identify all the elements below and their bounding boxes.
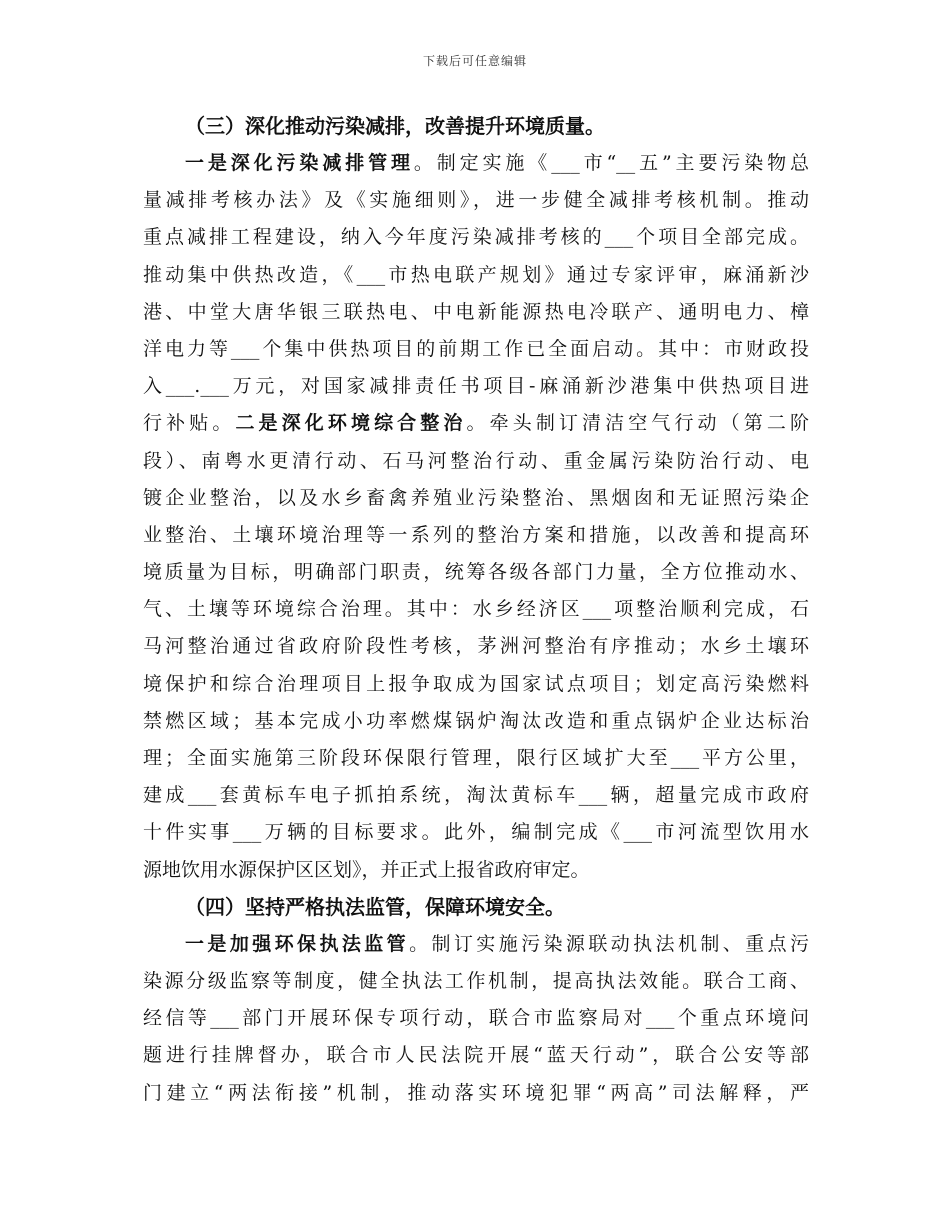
line-text: 行补贴。 <box>143 412 236 435</box>
paragraph-line: 入___.___万元，对国家减排责任书项目-麻涌新沙港集中供热项目进 <box>143 375 809 398</box>
lead-phrase: 一是深化污染减排管理 <box>185 152 414 174</box>
line-text: 。牵头制订清洁空气行动（第二阶 <box>466 412 809 435</box>
paragraph-line: 量减排考核办法》及《实施细则》，进一步健全减排考核机制。推动 <box>143 189 809 212</box>
paragraph-line: 推动集中供热改造，《___市热电联产规划》通过专家评审，麻涌新沙 <box>143 263 809 286</box>
section-heading-3: （三）深化推动污染减排，改善提升环境质量。 <box>185 114 605 138</box>
section-heading-4: （四）坚持严格执法监管，保障环境安全。 <box>185 894 565 919</box>
paragraph-line: 建成___套黄标车电子抓拍系统，淘汰黄标车___辆，超量完成市政府 <box>143 784 809 807</box>
lead-phrase: 一是加强环保执法监管 <box>185 932 410 955</box>
paragraph-line: 禁燃区域；基本完成小功率燃煤锅炉淘汰改造和重点锅炉企业达标治 <box>143 709 809 732</box>
paragraph-line: 门建立“两法衔接”机制，推动落实环境犯罪“两高”司法解释，严 <box>143 1081 809 1104</box>
page-header: 下载后可任意编辑 <box>422 54 527 68</box>
paragraph-line: 题进行挂牌督办，联合市人民法院开展“蓝天行动”，联合公安等部 <box>143 1044 809 1067</box>
paragraph-line <box>143 926 809 963</box>
section-4-paragraph <box>143 926 809 1112</box>
paragraph-line: 马河整治通过省政府阶段性考核，茅洲河整治有序推动；水乡土壤环 <box>143 635 809 658</box>
paragraph-line: 经信等___部门开展环保专项行动，联合市监察局对___个重点环境问 <box>143 1007 809 1030</box>
paragraph-line: 重点减排工程建设，纳入今年度污染减排考核的___个项目全部完成。 <box>143 226 809 249</box>
paragraph-line: 境质量为目标，明确部门职责，统筹各级各部门力量，全方位推动水、 <box>143 561 809 584</box>
paragraph-line <box>143 145 809 182</box>
line-text: 。制定实施《___市“__五”主要污染物总 <box>413 152 809 174</box>
paragraph-line: 染源分级监察等制度，健全执法工作机制，提高执法效能。联合工商、 <box>143 969 809 992</box>
paragraph-line: 洋电力等___个集中供热项目的前期工作已全面启动。其中：市财政投 <box>143 337 809 360</box>
paragraph-line: 十件实事___万辆的目标要求。此外，编制完成《___市河流型饮用水 <box>143 821 809 844</box>
paragraph-line: 境保护和综合治理项目上报争取成为国家试点项目；划定高污染燃料 <box>143 672 809 695</box>
paragraph-line: 镀企业整治，以及水乡畜禽养殖业污染整治、黑烟囱和无证照污染企 <box>143 486 809 509</box>
paragraph-line: 理；全面实施第三阶段环保限行管理，限行区域扩大至___平方公里， <box>143 747 809 769</box>
paragraph-line: 段）、南粤水更清行动、石马河整治行动、重金属污染防治行动、电 <box>143 449 809 472</box>
paragraph-line: 源地饮用水源保护区区划》，并正式上报省政府审定。 <box>143 858 590 881</box>
document-body <box>143 108 809 1112</box>
paragraph-line <box>143 405 809 442</box>
paragraph-line: 气、土壤等环境综合治理。其中：水乡经济区___项整治顺利完成，石 <box>143 598 809 621</box>
paragraph-line: 港、中堂大唐华银三联热电、中电新能源热电冷联产、通明电力、樟 <box>143 300 809 323</box>
lead-phrase: 二是深化环境综合整治 <box>235 412 467 435</box>
line-text: 。制订实施污染源联动执法机制、重点污 <box>409 932 809 955</box>
paragraph-line: 业整治、土壤环境治理等一系列的整治方案和措施，以改善和提高环 <box>143 523 809 546</box>
section-3-paragraph <box>143 145 809 889</box>
